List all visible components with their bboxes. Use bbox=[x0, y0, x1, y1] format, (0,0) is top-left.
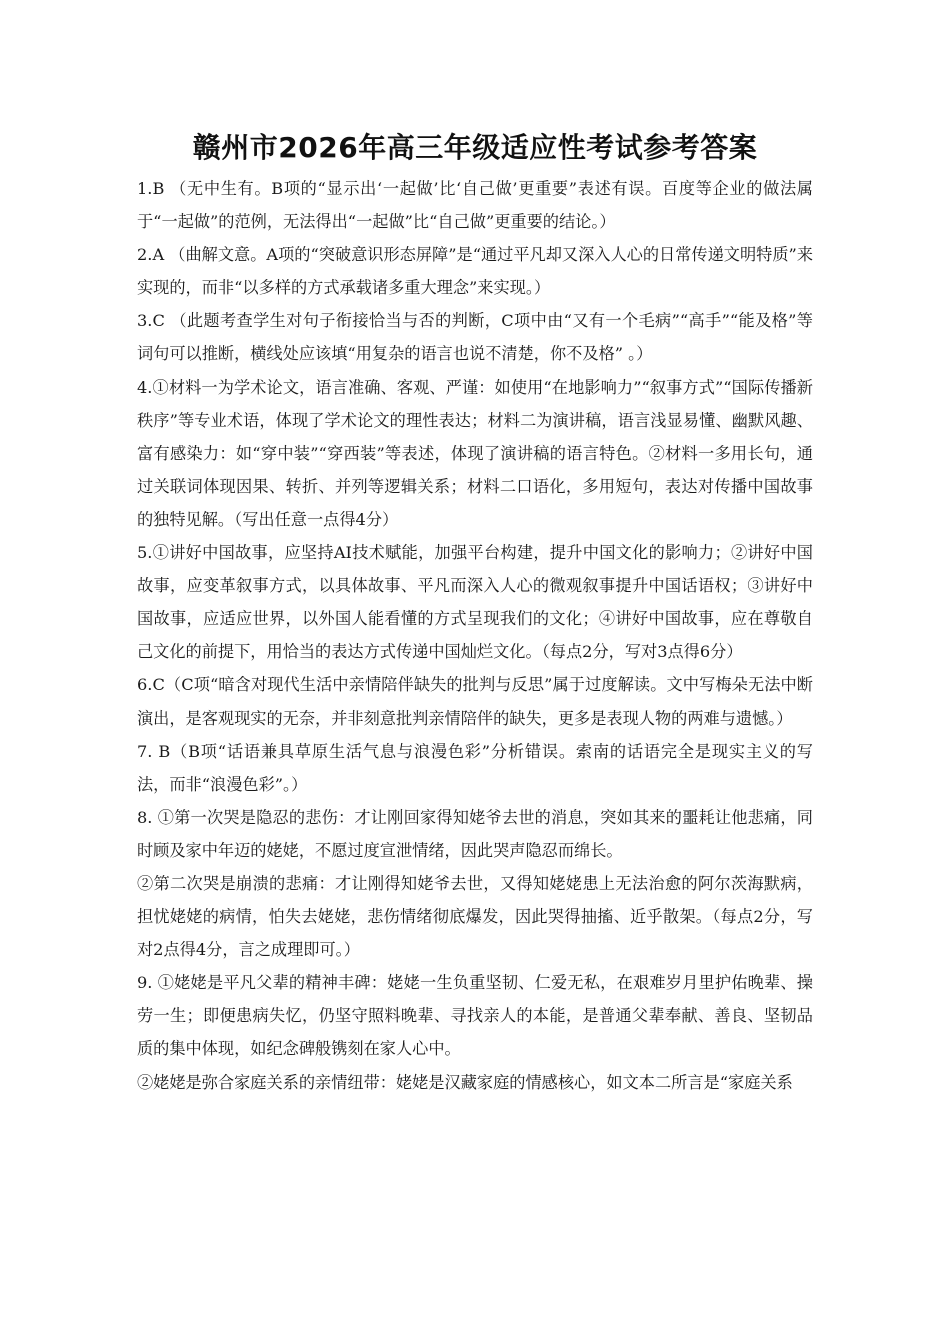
answer-paragraph: 1.B （无中生有。B项的“显示出‘一起做’比‘自己做’更重要”表述有误。百度等企业的做法属于“一起做”的范例，无法得出“一起做”比“自己做”更重要的结论。） bbox=[137, 179, 813, 232]
answer-paragraph: 5.①讲好中国故事，应坚持AI技术赋能，加强平台构建，提升中国文化的影响力；②讲好中国故事，应变革叙事方式，以具体故事、平凡而深入人心的微观叙事提升中国话语权；③讲好中国故事，应适应世界，以外国人能看懂的方式呈现我们的文化；④讲好中国故事，应在尊敬自己文化的前提下，用恰当的表达方式传递中国灿烂文化。（每点2分，写对3点得6分） bbox=[137, 543, 813, 662]
answer-list bbox=[137, 172, 813, 1099]
answer-paragraph: 9. ①姥姥是平凡父辈的精神丰碑：姥姥一生负重坚韧、仁爱无私，在艰难岁月里护佑晚辈、操劳一生；即便患病失忆，仍坚守照料晚辈、寻找亲人的本能，是普通父辈奉献、善良、坚韧品质的集中体现，如纪念碑般镌刻在家人心中。 bbox=[137, 973, 813, 1059]
answer-paragraph: ②第二次哭是崩溃的悲痛：才让刚得知姥爷去世，又得知姥姥患上无法治愈的阿尔茨海默病，担忧姥姥的病情，怕失去姥姥，悲伤情绪彻底爆发，因此哭得抽搐、近乎散架。（每点2分，写对2点得4分，言之成理即可。） bbox=[137, 873, 813, 960]
answer-paragraph: 6.C（C项“暗含对现代生活中亲情陪伴缺失的批判与反思”属于过度解读。文中写梅朵无法中断演出，是客观现实的无奈，并非刻意批判亲情陪伴的缺失，更多是表现人物的两难与遗憾。） bbox=[137, 675, 813, 728]
answer-paragraph: ②姥姥是弥合家庭关系的亲情纽带：姥姥是汉藏家庭的情感核心，如文本二所言是“家庭关系 bbox=[137, 1072, 793, 1092]
answer-paragraph: 7. B（B项“话语兼具草原生活气息与浪漫色彩”分析错误。索南的话语完全是现实主义的写法，而非“浪漫色彩”。） bbox=[137, 741, 813, 794]
answer-paragraph: 8. ①第一次哭是隐忍的悲伤：才让刚回家得知姥爷去世的消息，突如其来的噩耗让他悲痛，同时顾及家中年迈的姥姥，不愿过度宣泄情绪，因此哭声隐忍而绵长。 bbox=[137, 807, 813, 860]
answer-paragraph: 4.①材料一为学术论文，语言准确、客观、严谨：如使用“在地影响力”“叙事方式”“国际传播新秩序”等专业术语，体现了学术论文的理性表达；材料二为演讲稿，语言浅显易懂、幽默风趣、富有感染力：如“穿中装”“穿西装”等表述，体现了演讲稿的语言特色。②材料一多用长句，通过关联词体现因果、转折、并列等逻辑关系；材料二口语化，多用短句，表达对传播中国故事的独特见解。（写出任意一点得4分） bbox=[137, 377, 813, 529]
answer-paragraph: 2.A （曲解文意。A项的“突破意识形态屏障”是“通过平凡却又深入人心的日常传递文明特质”来实现的，而非“以多样的方式承载诸多重大理念”来实现。） bbox=[137, 245, 814, 298]
page-title: 赣州市2026年高三年级适应性考试参考答案 bbox=[192, 131, 758, 164]
answer-paragraph: 3.C （此题考查学生对句子衔接恰当与否的判断，C项中由“又有一个毛病”“高手”“能及格”等词句可以推断，横线处应该填“用复杂的语言也说不清楚，你不及格” 。） bbox=[137, 311, 813, 364]
